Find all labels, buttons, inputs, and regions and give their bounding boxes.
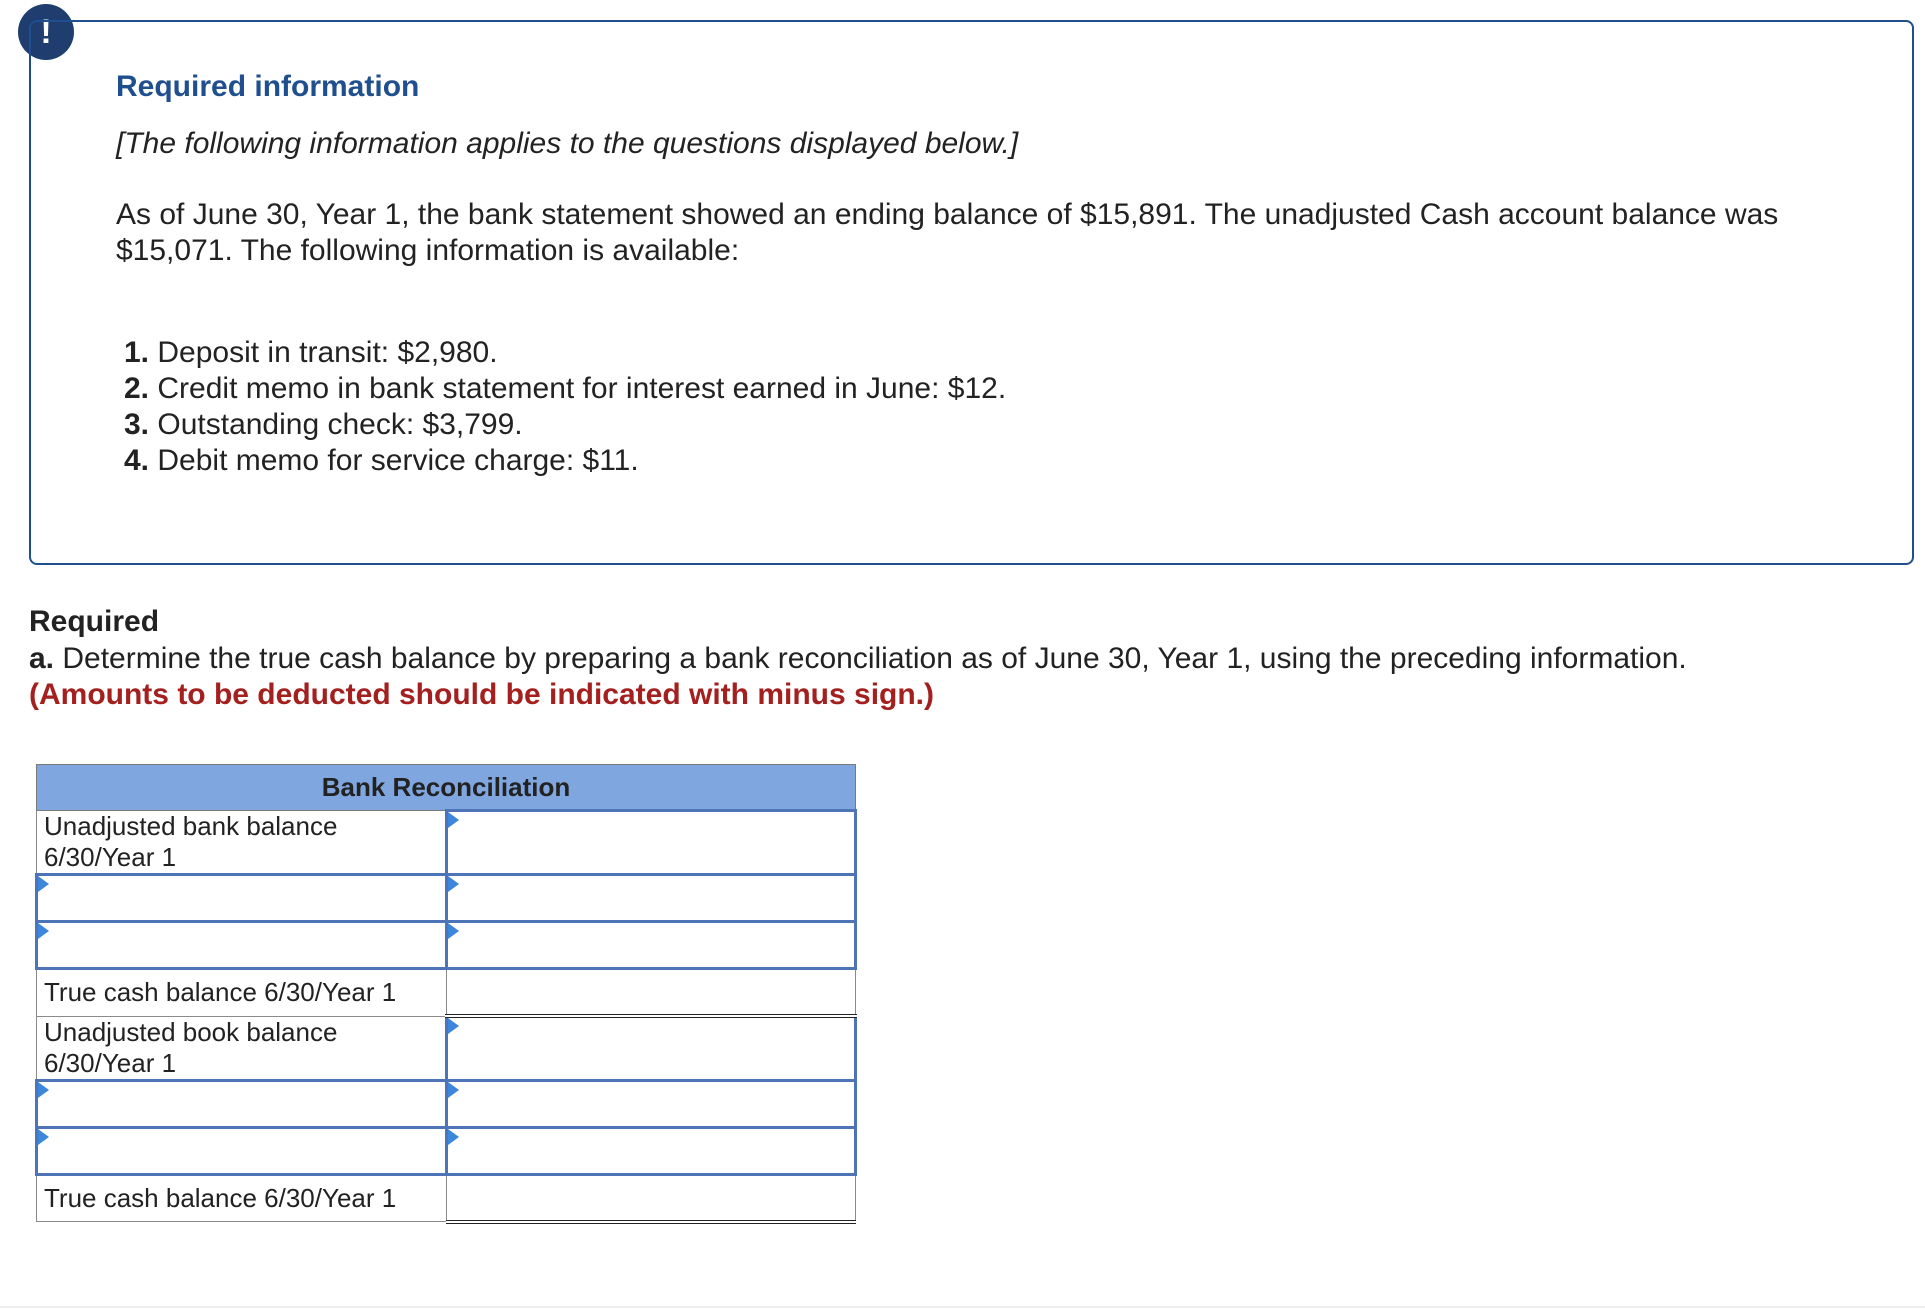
info-paragraph: As of June 30, Year 1, the bank statement showed an ending balance of $15,891. The unadjusted Cash account balance was $15,071. The following information is available: xyxy=(116,198,1779,267)
table-row xyxy=(37,1016,856,1080)
description-select[interactable] xyxy=(37,875,447,922)
table-header: Bank Reconciliation xyxy=(37,765,856,811)
input-marker-icon xyxy=(448,1018,459,1034)
row-label: Unadjusted bank balance 6/30/Year 1 xyxy=(37,811,447,875)
alert-icon: ! xyxy=(18,4,74,60)
bank-reconciliation-table xyxy=(35,764,857,1224)
table-row xyxy=(37,969,856,1017)
bottom-divider xyxy=(0,1306,1925,1308)
info-title: Required information xyxy=(116,70,420,103)
info-list xyxy=(124,335,1006,479)
input-marker-icon xyxy=(38,876,49,892)
row-label: True cash balance 6/30/Year 1 xyxy=(37,969,447,1017)
description-select[interactable] xyxy=(37,1080,447,1127)
amount-input[interactable] xyxy=(446,811,856,875)
table-row xyxy=(37,875,856,922)
total-amount xyxy=(446,969,856,1017)
amount-input[interactable] xyxy=(446,1127,856,1174)
amount-input[interactable] xyxy=(446,922,856,969)
input-marker-icon xyxy=(38,1082,49,1098)
table-row xyxy=(37,1127,856,1174)
amount-input[interactable] xyxy=(446,875,856,922)
list-item: 3. Outstanding check: $3,799. xyxy=(124,408,523,441)
amount-input[interactable] xyxy=(446,1016,856,1080)
total-amount xyxy=(446,1174,856,1222)
input-marker-icon xyxy=(448,876,459,892)
table-row xyxy=(37,922,856,969)
required-instruction: a. Determine the true cash balance by preparing a bank reconciliation as of June 30, Year 1, using the preceding information. xyxy=(29,642,1687,675)
input-marker-icon xyxy=(448,812,459,828)
description-select[interactable] xyxy=(37,922,447,969)
row-label: True cash balance 6/30/Year 1 xyxy=(37,1174,447,1222)
required-heading: Required xyxy=(29,605,160,638)
table-row xyxy=(37,1174,856,1222)
input-marker-icon xyxy=(448,1082,459,1098)
input-marker-icon xyxy=(448,923,459,939)
table-row xyxy=(37,811,856,875)
info-note: [The following information applies to the questions displayed below.] xyxy=(116,127,1019,160)
amount-input[interactable] xyxy=(446,1080,856,1127)
input-marker-icon xyxy=(38,923,49,939)
description-select[interactable] xyxy=(37,1127,447,1174)
list-item: 1. Deposit in transit: $2,980. xyxy=(124,336,498,369)
input-marker-icon xyxy=(38,1129,49,1145)
row-label: Unadjusted book balance 6/30/Year 1 xyxy=(37,1016,447,1080)
list-item: 2. Credit memo in bank statement for interest earned in June: $12. xyxy=(124,372,1007,405)
input-marker-icon xyxy=(448,1129,459,1145)
table-row xyxy=(37,1080,856,1127)
list-item: 4. Debit memo for service charge: $11. xyxy=(124,444,639,477)
required-note: (Amounts to be deducted should be indicated with minus sign.) xyxy=(29,678,935,711)
